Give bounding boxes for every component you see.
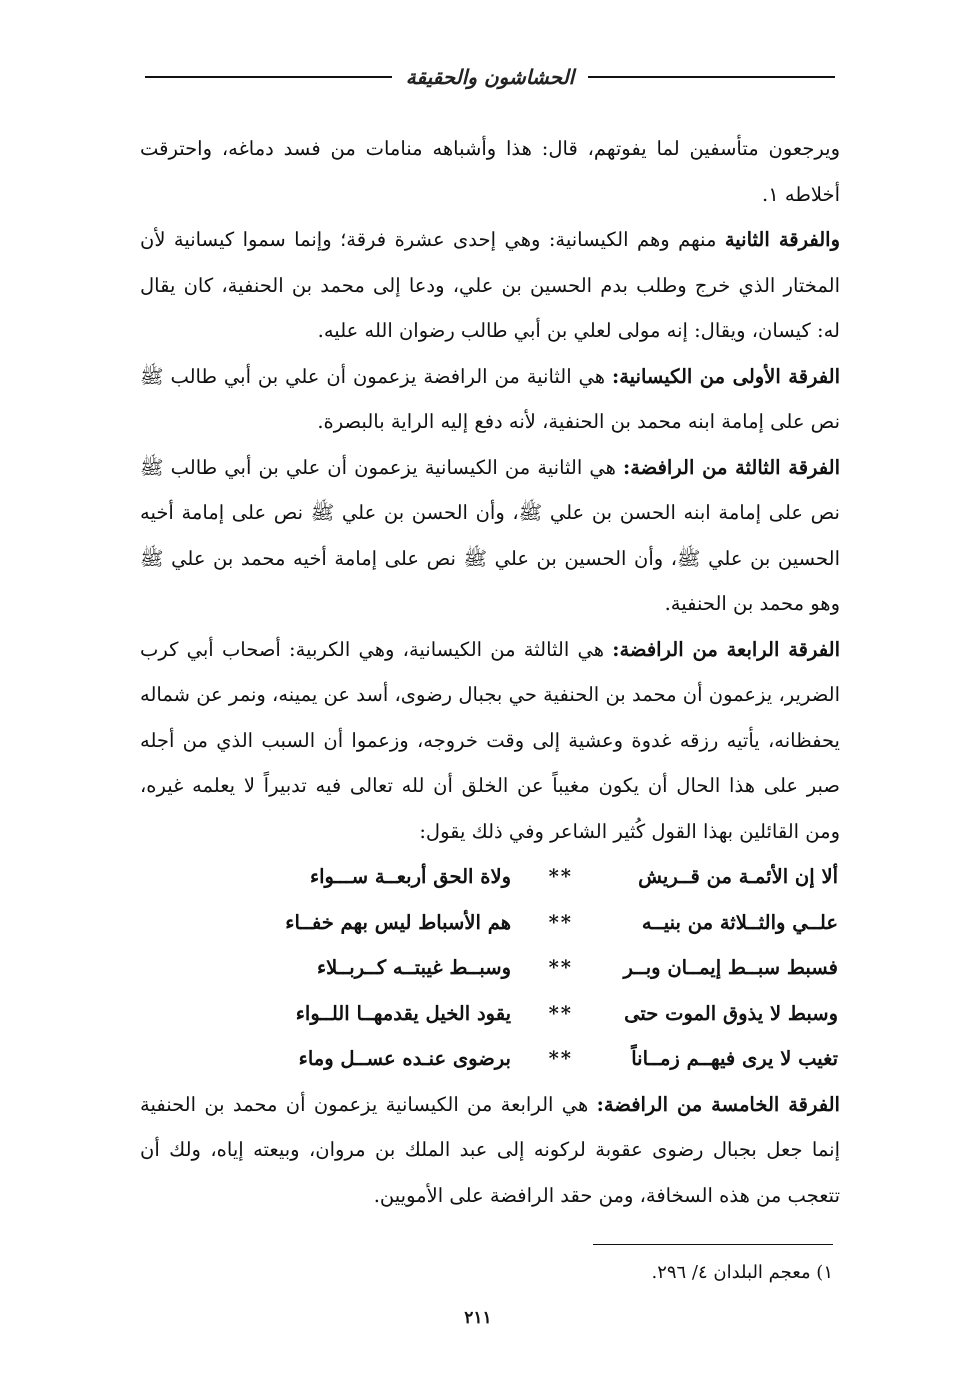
paragraph-5-lead: الفرقة الرابعة من الرافضة:	[612, 637, 840, 661]
paragraph-5-text: هي الثالثة من الكيسانية، وهي الكربية: أصحاب أبي كرب الضرير، يزعمون أن محمد بن الحنفية حي بجبال رضوى، أسد عن يمينه، ونمر عن شماله يحفظانه، يأتيه رزقه غدوة وعشية إلى وقت خروجه، وزعموا أن السبب الذي من أجله صبر على هذا الحال أن يكون مغيباً عن الخلق أن لله تعالى فيه تدبيراً لا يعلمه غيره، ومن القائلين بهذا القول كُثير الشاعر وفي ذلك يقول:	[140, 637, 840, 843]
paragraph-4	[140, 445, 840, 627]
verse-5-first-hemistich: تغيب لا يرى فيهــم زمــاناً	[631, 1047, 838, 1070]
paragraph-5	[140, 627, 840, 855]
footnote: ١) معجم البلدان ٤/ ٢٩٦.	[651, 1262, 833, 1283]
verse-1-second-hemistich: ولاة الحق أربعــة ســـواء	[309, 865, 511, 888]
paragraph-1-text: ويرجعون متأسفين لما يفوتهم، قال: هذا وأشباهه منامات من فسد دماغه، واحترقت أخلاطه ١.	[140, 137, 840, 206]
paragraph-3-lead: الفرقة الأولى من الكيسانية:	[612, 364, 840, 388]
closing-paragraph-text: هي الرابعة من الكيسانية يزعمون أن محمد بن الحنفية إنما جعل بجبال رضوى عقوبة لركونه إلى عبد الملك بن مروان، وبيعته إياه، ولك أن تتعجب من هذه السخافة، ومن حقد الرافضة على الأمويين.	[140, 1092, 840, 1207]
paragraph-2-text: منهم وهم الكيسانية: وهي إحدى عشرة فرقة؛ وإنما سموا كيسانية لأن المختار الذي خرج وطلب بدم الحسين بن علي، ودعا إلى محمد بن الحنفية، كان يقال له: كيسان، ويقال: إنه مولى لعلي بن أبي طالب رضوان الله عليه.	[140, 228, 840, 342]
footnote-rule	[593, 1244, 833, 1245]
verse-3-second-hemistich: وسبــط غيبتــه كــربــلاء	[316, 956, 511, 979]
verse-4-first-hemistich: وسبط لا يذوق الموت حتى	[624, 1001, 838, 1025]
paragraph-2	[140, 217, 840, 354]
paragraph-4-text: هي الثانية من الكيسانية يزعمون أن علي بن أبي طالب ﷺ نص على إمامة ابنه الحسن بن علي ﷺ، وأن الحسن بن علي ﷺ نص على إمامة أخيه الحسين بن علي ﷺ، وأن الحسين بن علي ﷺ نص على إمامة أخيه محمد بن علي ﷺ وهو محمد بن الحنفية.	[140, 455, 840, 615]
verse-2-first-hemistich: علــي والثــلاثة من بنيــه	[641, 910, 838, 934]
verse-4-second-hemistich: يقود الخيل يقدمهــا اللــواء	[295, 1001, 511, 1025]
verse-1-first-hemistich: ألا إن الأئمـة من قــريش	[638, 865, 838, 888]
verse-2-second-hemistich: هم الأسباط ليس بهم خفــاء	[285, 910, 511, 934]
paragraph-3	[140, 354, 840, 445]
header-rule-right	[588, 76, 835, 78]
main-text	[140, 126, 840, 1218]
verse-2-separator: **	[548, 910, 573, 934]
poem-verse-3	[140, 945, 840, 991]
verse-3-separator: **	[548, 956, 573, 979]
paragraph-2-lead: والفرقة الثانية	[724, 228, 840, 251]
header-rule-left	[145, 76, 392, 78]
paragraph-4-lead: الفرقة الثالثة من الرافضة:	[623, 455, 840, 479]
running-header	[145, 60, 835, 94]
poem-verse-2	[140, 900, 840, 946]
poem-verse-1	[140, 854, 840, 900]
page-number: ٢١١	[464, 1308, 492, 1328]
closing-paragraph	[140, 1082, 840, 1219]
paragraph-1	[140, 126, 840, 217]
poem-verse-4	[140, 991, 840, 1037]
verse-3-first-hemistich: فسبط سبــط إيمــان وبــر	[623, 956, 838, 979]
verse-5-separator: **	[548, 1047, 573, 1070]
poem-verse-5	[140, 1036, 840, 1082]
poem	[140, 854, 840, 1082]
paragraph-3-text: هي الثانية من الرافضة يزعمون أن علي بن أبي طالب ﷺ نص على إمامة ابنه محمد بن الحنفية، لأنه دفع إليه الراية بالبصرة.	[140, 364, 840, 433]
verse-4-separator: **	[548, 1001, 573, 1025]
verse-1-separator: **	[548, 865, 573, 888]
verse-5-second-hemistich: برضوى عنـده عســل وماء	[298, 1047, 511, 1070]
closing-paragraph-lead: الفرقة الخامسة من الرافضة:	[596, 1092, 840, 1116]
header-calligraphy-title: الحشاشون والحقيقة	[405, 65, 575, 89]
